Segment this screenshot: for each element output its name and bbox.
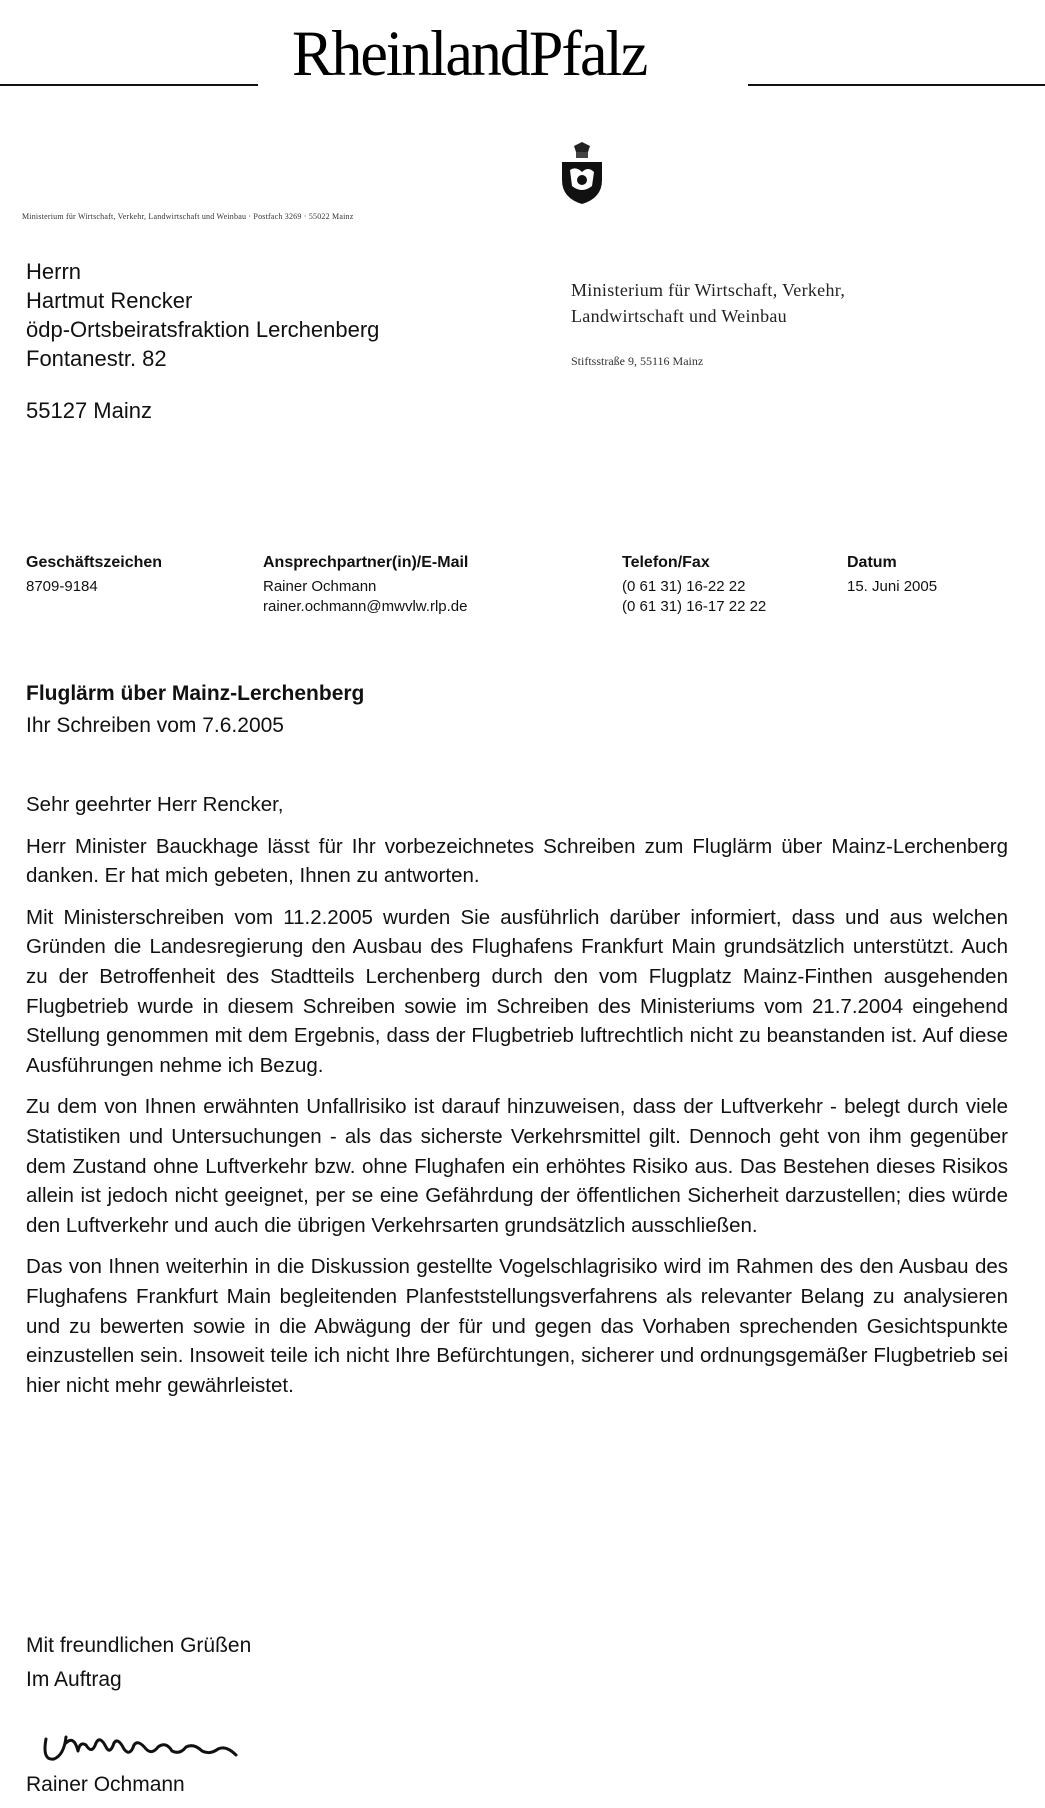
state-logo: RheinlandPfalz — [292, 18, 647, 90]
body-paragraph-4: Das von Ihnen weiterhin in die Diskussion gestellte Vogelschlagrisiko wird im Rahmen des den Ausbau des Flughafens Frankfurt Main begleitenden Planfeststellungsverfahrens als relevanter Belang zu analysieren und zu bewerten sowie in die Abwägung der für und gegen das Vorhaben sprechenden Gesichtspunkte einzustellen sein. Insoweit teile ich nicht Ihre Befürchtungen, sicherer und ordnungsgemäßer Flugbetrieb sei hier nicht mehr gewährleistet. — [26, 1255, 1008, 1397]
recipient-salutation: Herrn — [26, 259, 82, 284]
reference-label: Geschäftszeichen — [26, 554, 163, 571]
letter-body — [26, 790, 1008, 1412]
date-column — [847, 553, 937, 597]
body-paragraph-2: Mit Ministerschreiben vom 11.2.2005 wurden Sie ausführlich darüber informiert, dass und aus welchen Gründen die Landesregierung den Ausbau des Flughafens Frankfurt Main grundsätzlich unterstützt. Auch zu der Betroffenheit des Stadtteils Lerchenberg durch den vom Flugplatz Mainz-Finthen ausgehenden Flugbetrieb wurde in diesem Schreiben sowie im Schreiben des Ministeriums vom 21.7.2004 eingehend Stellung genommen mit dem Ergebnis, dass der Flugbetrieb luftrechtlich nicht zu beanstanden ist. Auf diese Ausführungen nehme ich Bezug. — [26, 905, 1008, 1077]
phone-column — [622, 553, 766, 617]
contact-label: Ansprechpartner(in)/E-Mail — [263, 554, 469, 571]
subject-block — [26, 678, 364, 742]
contact-email[interactable]: rainer.ochmann@mwvlw.rlp.de — [263, 598, 468, 615]
sender-return-address: Ministerium für Wirtschaft, Verkehr, Landwirtschaft und Weinbau · Postfach 3269 · 55022 Mainz — [22, 212, 354, 221]
closing-block — [26, 1629, 251, 1697]
ministry-address: Stiftsstraße 9, 55116 Mainz — [571, 354, 704, 368]
body-paragraph-1: Herr Minister Bauckhage lässt für Ihr vorbezeichnetes Schreiben zum Fluglärm über Mainz-Lerchenberg danken. Er hat mich gebeten, Ihnen zu antworten. — [26, 834, 1008, 888]
letterhead-rule-right — [748, 84, 1045, 86]
recipient-city: 55127 Mainz — [26, 398, 152, 423]
fax-value: (0 61 31) 16-17 22 22 — [622, 598, 767, 615]
recipient-organization: ödp-Ortsbeiratsfraktion Lerchenberg — [26, 317, 380, 342]
date-value: 15. Juni 2005 — [847, 578, 938, 595]
ministry-line-2: Landwirtschaft und Weinbau — [571, 306, 787, 326]
subject-title: Fluglärm über Mainz-Lerchenberg — [26, 682, 365, 705]
recipient-street: Fontanestr. 82 — [26, 346, 167, 371]
handwritten-signature — [40, 1721, 250, 1771]
greeting: Sehr geehrter Herr Rencker, — [26, 793, 284, 816]
recipient-name: Hartmut Rencker — [26, 288, 193, 313]
phone-label: Telefon/Fax — [622, 554, 710, 571]
reference-column — [26, 553, 162, 597]
closing-regards: Mit freundlichen Grüßen — [26, 1634, 252, 1657]
phone-value: (0 61 31) 16-22 22 — [622, 578, 746, 595]
reference-value: 8709-9184 — [26, 578, 98, 595]
body-paragraph-3: Zu dem von Ihnen erwähnten Unfallrisiko ist darauf hinzuweisen, dass der Luftverkehr - belegt durch viele Statistiken und Untersuchungen - als das sicherste Verkehrsmittel gilt. Dennoch geht von ihm gegenüber dem Zustand ohne Luftverkehr bzw. ohne Flughafen ein erhöhtes Risiko aus. Das Bestehen dieses Risikos allein ist jedoch nicht geeignet, per se eine Gefährdung der öffentlichen Sicherheit darzustellen; dies würde den Luftverkehr und auch die übrigen Verkehrsarten grundsätzlich ausschließen. — [26, 1095, 1008, 1237]
signer-name: Rainer Ochmann — [26, 1773, 185, 1796]
contact-name: Rainer Ochmann — [263, 578, 377, 595]
date-label: Datum — [847, 554, 897, 571]
ministry-name — [571, 277, 845, 329]
ministry-line-1: Ministerium für Wirtschaft, Verkehr, — [571, 280, 846, 300]
closing-mandate: Im Auftrag — [26, 1668, 122, 1691]
letterhead-rule-left — [0, 84, 258, 86]
recipient-address — [26, 257, 379, 425]
subject-reference: Ihr Schreiben vom 7.6.2005 — [26, 714, 284, 737]
coat-of-arms-icon — [556, 142, 608, 204]
contact-column — [263, 553, 468, 617]
